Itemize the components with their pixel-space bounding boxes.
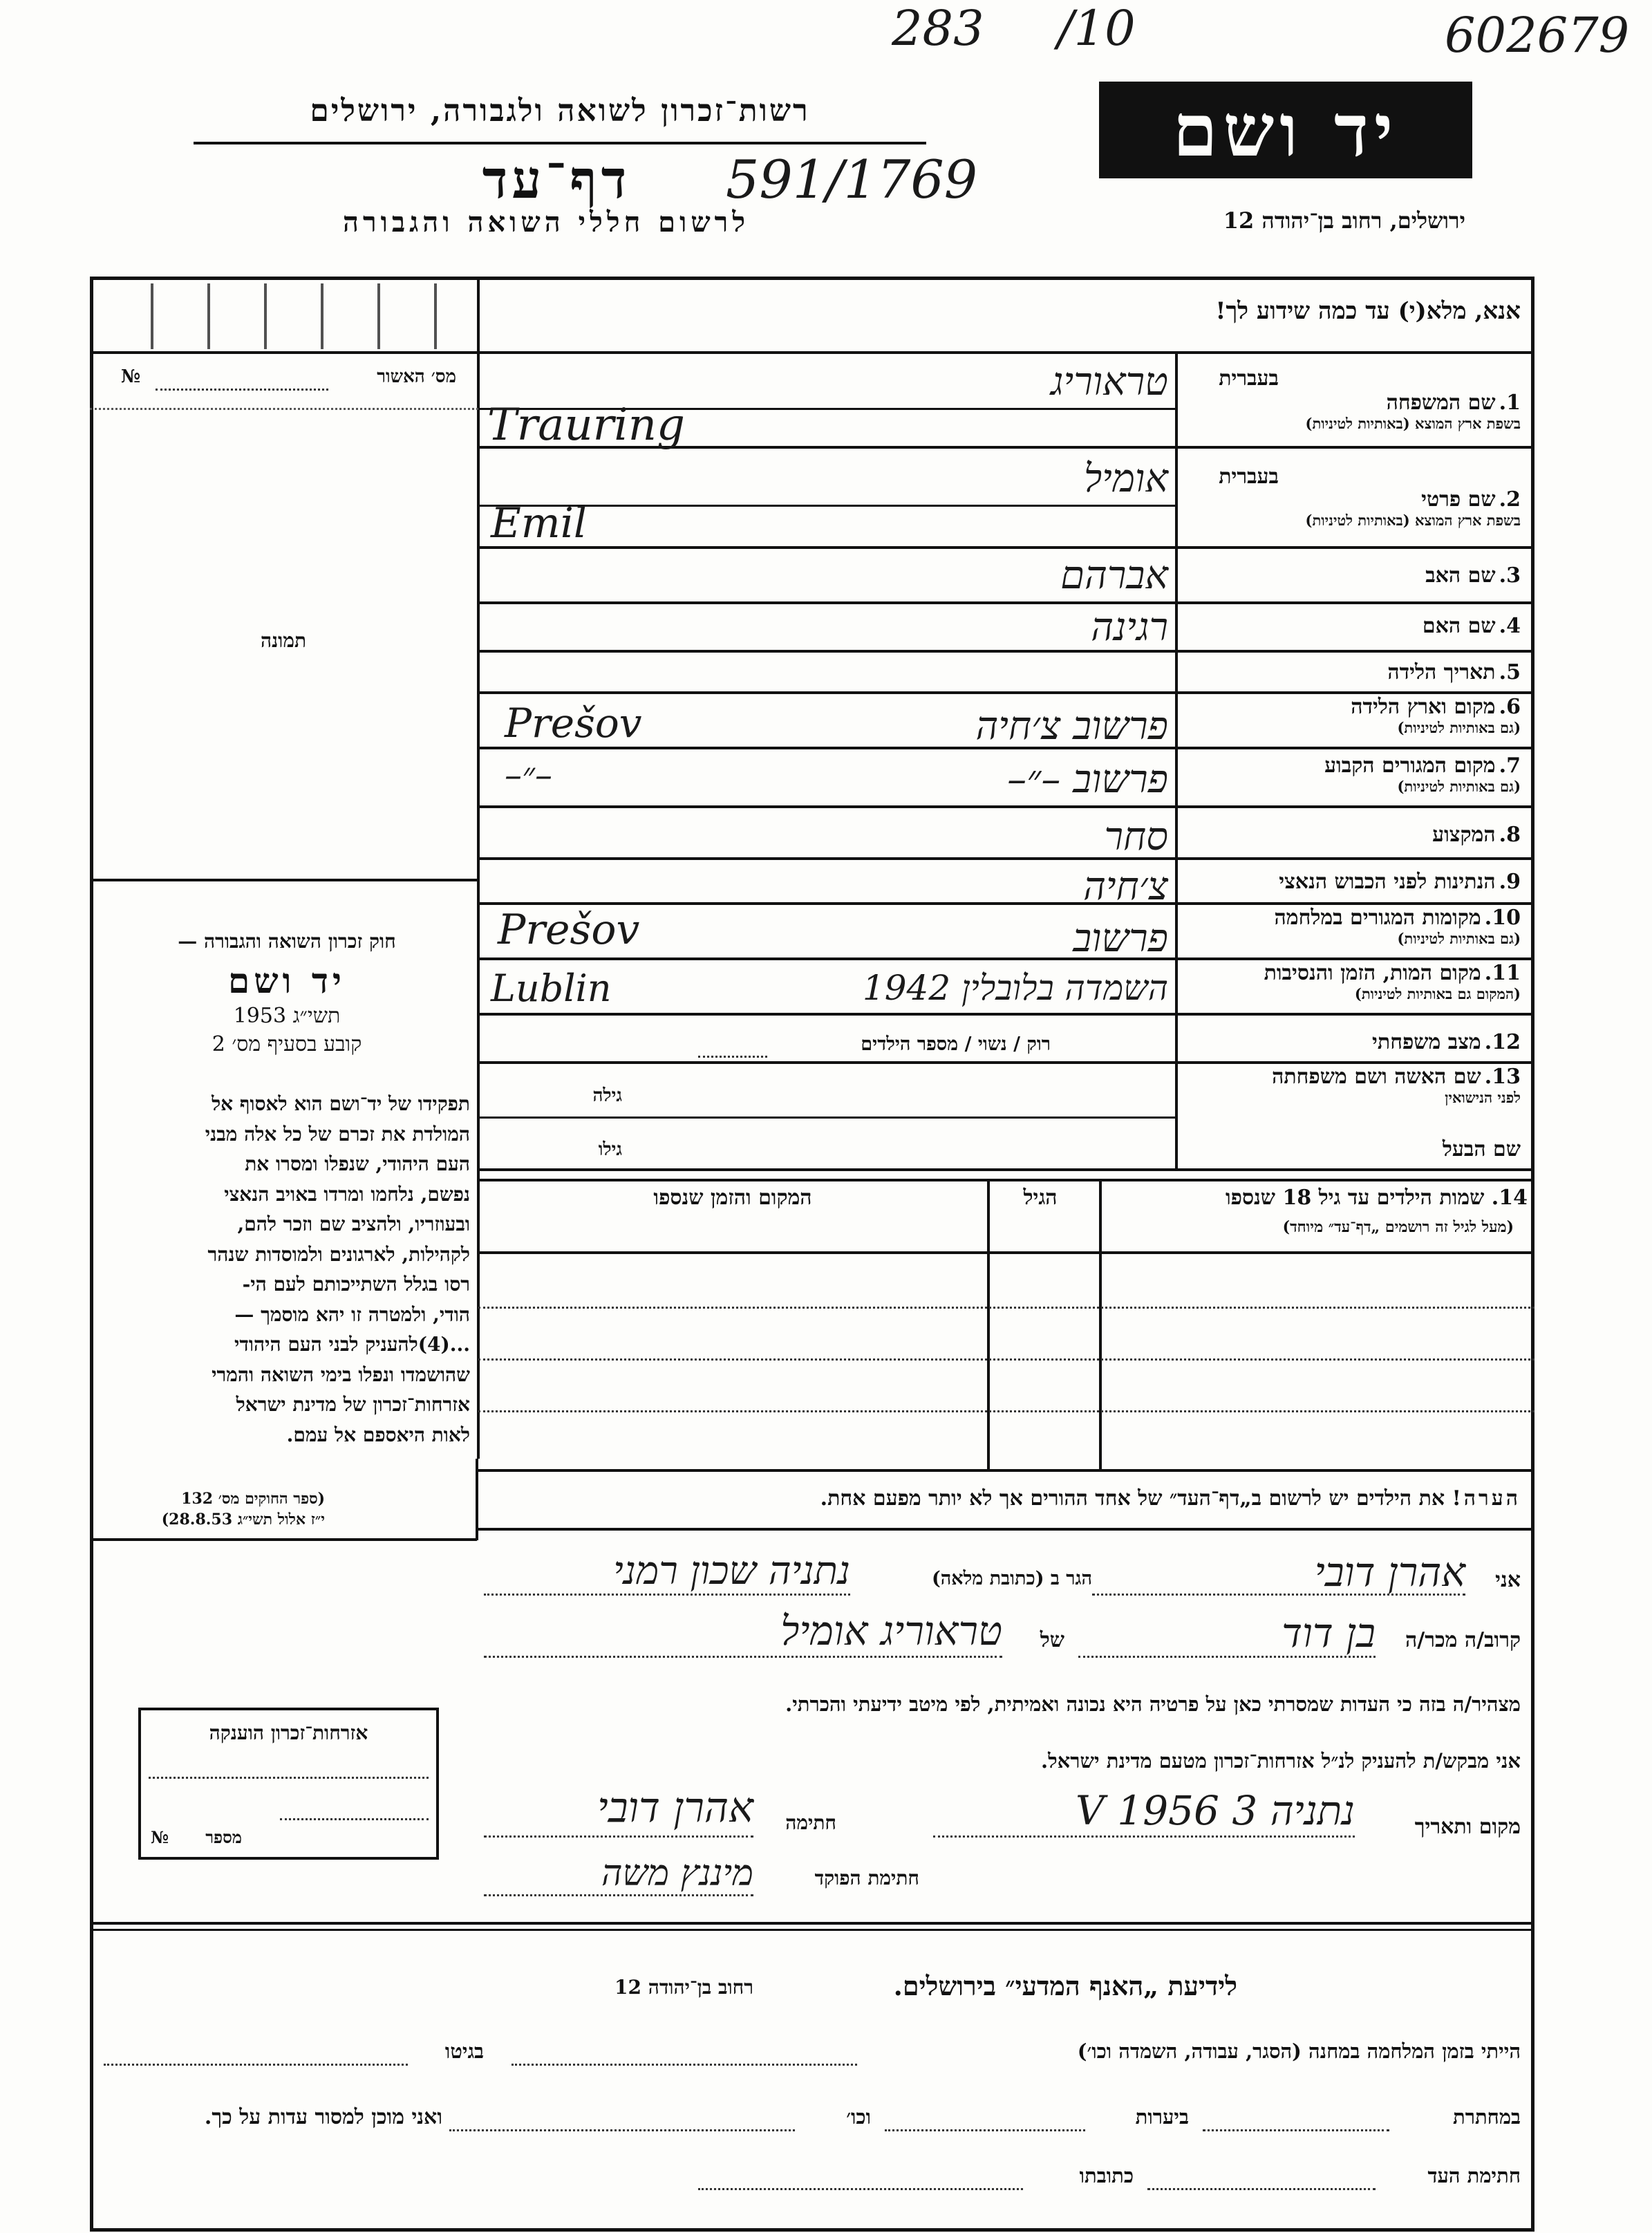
footer-line1: הייתי בזמן המלחמה במחנה (הסגר, עבודה, השמדה וכו׳) <box>1077 2039 1521 2063</box>
law-line: הודי, ולמטרה זו יהא מוסמך — <box>234 1302 470 1326</box>
law-line: לקהילות, לארגונים ולמוסדות שנהר <box>207 1242 470 1266</box>
decl-signature-label: חתימה <box>785 1811 836 1834</box>
children-row-line <box>478 1358 1534 1361</box>
footer-heading: לידיעת „האנף המדעי״ בירושלים. <box>893 1970 1237 2001</box>
death-place-latin: Lublin <box>491 966 612 1010</box>
field-10-label: 10. מקומות המגורים במלחמה (גם באותיות לטיניות) <box>1274 906 1521 947</box>
approval-line <box>156 389 328 391</box>
decl-place-date-label: מקום ותאריך <box>1414 1815 1521 1839</box>
children-table-bottom <box>478 1469 1534 1472</box>
decl-relation-line <box>1078 1656 1376 1658</box>
in-hebrew-2: בעברית <box>1219 465 1279 489</box>
footer-forests-line <box>885 2129 1085 2131</box>
family-name-he: טראוריג <box>1051 359 1168 404</box>
citizenship-title: אזרחות־זכרון הוענקה <box>209 1721 368 1744</box>
decl-of-label: של <box>1040 1628 1064 1652</box>
footer-witness-signature: חתימת העד <box>1427 2164 1521 2187</box>
row-line <box>478 1168 1534 1171</box>
residence-he: פרשוב –״– <box>1007 757 1168 802</box>
field-5-label: 5. תאריך הלידה <box>1387 660 1521 684</box>
decl-address-line <box>484 1594 850 1596</box>
row-line <box>478 805 1534 808</box>
field-13-label: 13. שם האשה ושם משפחתה לפני הנישואין <box>1272 1065 1521 1106</box>
law-line: אזרחות־זכרון של מדינת ישראל <box>236 1393 470 1416</box>
citizenship-line <box>149 1777 429 1779</box>
first-name-he: אומיל <box>1083 456 1168 501</box>
children-col-age-left <box>987 1179 990 1469</box>
children-header-bottom <box>478 1251 1534 1254</box>
children-place-header: המקום והזמן שנספו <box>653 1186 812 1210</box>
field-2-label: 2. שם פרטי בשפת ארץ המוצא (באותיות לטיניות) <box>1305 487 1521 529</box>
husband-age-label: גילו <box>598 1139 622 1160</box>
footer-camp-line <box>511 2064 857 2066</box>
decl-officer-label: חתימת הפוקד <box>814 1867 919 1889</box>
approval-label: מס׳ האשור <box>377 366 456 387</box>
wife-age-label: גילה <box>592 1085 622 1106</box>
form-instruction: אנא, מלא(י) עד כמה שידוע לך! <box>1215 297 1521 325</box>
footer-address-label: כתובתו <box>1079 2164 1134 2187</box>
decl-name: אהרן דובי <box>1314 1549 1465 1596</box>
row-line <box>478 691 1534 694</box>
footer-ready: ואני מוכן למסור עדות על כך. <box>204 2105 442 2129</box>
law-title: חוק זכרון השואה והגבורה — <box>178 930 396 953</box>
photo-label: תמונה <box>260 629 307 652</box>
law-line: ובעוזריו, ולהציב שם וזכר להם, <box>237 1213 470 1235</box>
footer-etc-line <box>449 2129 795 2131</box>
children-age-header: הגיל <box>1023 1186 1058 1210</box>
header-address: ירושלים, רחוב בן־יהודה 12 <box>1223 207 1465 234</box>
decl-relative-line <box>484 1656 1002 1658</box>
children-note: (מעל לגיל זה רושמים „דף־עד״ מיוחד) <box>1282 1218 1514 1236</box>
field-4-label: 4. שם האם <box>1422 614 1521 638</box>
footer-etc: וכו׳ <box>846 2105 871 2129</box>
notice <box>484 1486 1521 1511</box>
yad-vashem-logo <box>1099 82 1472 178</box>
children-col-age-right <box>1099 1179 1102 1469</box>
birthplace-he: פרשוב צ׳חיה <box>975 704 1168 749</box>
decl-i-label: אני <box>1495 1568 1521 1592</box>
law-reference-date: י״ז אלול תשי״ג 28.8.53) <box>161 1511 325 1529</box>
row-line <box>478 601 1534 604</box>
decl-signature: אהרן דובי <box>597 1784 753 1832</box>
death-place-he: השמדה בלובלין 1942 <box>862 968 1168 1008</box>
children-row-line <box>478 1307 1534 1309</box>
nationality: צ׳חיה <box>1083 864 1168 909</box>
field-7-label: 7. מקום המגורים הקבוע (גם באותיות לטיניות) <box>1324 754 1521 795</box>
footer-ghetto: בגיטו <box>444 2039 484 2063</box>
footer-address-line <box>698 2188 1023 2190</box>
father-name: אברהם <box>1060 553 1168 598</box>
law-line: לאות היאספם אל עמם. <box>286 1423 470 1446</box>
decl-resides-label: הגר ב (כתובת מלאה) <box>931 1568 1092 1589</box>
first-name-latin: Emil <box>491 499 588 548</box>
law-line: תפקידו של יד־ושם הוא לאסוף אל <box>212 1092 470 1115</box>
law-box-bottom <box>90 1538 477 1541</box>
approval-no-symbol: № <box>121 366 141 387</box>
law-year: תשי״ג 1953 <box>233 1004 341 1028</box>
footer-heading-address: רחוב בן־יהודה 12 <box>614 1976 753 1999</box>
row-line <box>478 1013 1534 1016</box>
law-line: שהושמדו ונפלו בימי השואה והמרי <box>212 1363 470 1386</box>
decl-officer-line <box>484 1894 753 1896</box>
notice-bottom <box>478 1528 1534 1531</box>
law-line: נפשם, נלחמו ומרדו באויב הנאצי <box>224 1182 470 1206</box>
decl-signature-line <box>484 1835 753 1838</box>
law-line: רסו בגלל השתייכותם לעם הי- <box>242 1273 470 1296</box>
decl-place-date-line <box>933 1835 1355 1838</box>
family-name-latin: Trauring <box>487 400 685 451</box>
decl-request: אני מבקש/ת להעניק לנ״ל אזרחות־זכרון מטעם מדינת ישראל. <box>1041 1749 1521 1773</box>
label-column-divider <box>1175 353 1178 1168</box>
law-line: העם היהודי, שנפלו ומסרו את <box>245 1152 470 1175</box>
decl-name-line <box>1092 1594 1465 1596</box>
top-number-suffix: /10 <box>1058 0 1136 57</box>
decl-officer-signature: מיננץ משה <box>601 1853 753 1894</box>
decl-relative-label: קרוב/ה מכר/ה <box>1405 1628 1521 1652</box>
children-table-top <box>478 1179 1534 1181</box>
field-6-label: 6. מקום וארץ הלידה (גם באותיות לטיניות) <box>1351 695 1521 736</box>
field-1-label: 1. שם המשפחה בשפת ארץ המוצא (באותיות לטיניות) <box>1305 391 1521 432</box>
sheet-number: 591/1769 <box>726 149 978 210</box>
children-title: 14. שמות הילדים עד גיל 18 שנספו <box>1225 1186 1528 1210</box>
field-12-label: 12. מצב משפחתי <box>1372 1030 1521 1054</box>
top-right-number: 602679 <box>1445 7 1630 64</box>
law-body <box>104 1089 470 1450</box>
row-line <box>478 546 1534 549</box>
instruction-divider <box>477 351 1534 354</box>
mother-name: רגינה <box>1091 605 1168 650</box>
profession: סחר <box>1104 814 1168 859</box>
field-9-label: 9. הנתינות לפני הכבוש הנאצי <box>1279 870 1521 894</box>
notice-text: את הילדים יש לרשום ב„דף־העד״ של אחד ההורים אך לא יותר מפעם אחת. <box>820 1486 1445 1511</box>
law-line: ...(4)להעניק לבני העם היהודי <box>234 1333 470 1356</box>
footer-underground: במחתרת <box>1453 2105 1521 2129</box>
approval-divider <box>90 351 477 354</box>
notice-label: הערה! <box>1452 1486 1521 1511</box>
wartime-residence-he: פרשוב <box>1073 916 1168 961</box>
logo-text: יד ושם <box>1172 87 1399 173</box>
field-8-label: 8. המקצוע <box>1432 823 1521 847</box>
form-subtitle: לרשום חללי השואה והגבורה <box>342 206 750 239</box>
row-line <box>478 1061 1534 1064</box>
children-row-line <box>478 1410 1534 1412</box>
field-11-label: 11. מקום המות, הזמן והנסיבות (המקום גם באותיות לטיניות) <box>1264 961 1521 1002</box>
footer-forests: ביערות <box>1135 2105 1189 2129</box>
citizenship-number-label: מספר <box>205 1827 242 1847</box>
approval-stamp-area <box>97 283 470 349</box>
law-line: המולדת את זכרם של כל אלה מבני <box>205 1122 470 1146</box>
birthplace-latin: Prešov <box>505 700 642 747</box>
authority-line: רשות־זכרון לשואה ולגבורה, ירושלים <box>310 93 810 129</box>
footer-ghetto-line <box>104 2064 408 2066</box>
marital-line <box>698 1056 767 1058</box>
law-text <box>104 930 470 1056</box>
husband-label: שם הבעל <box>1442 1137 1521 1161</box>
law-name: יד ושם <box>228 960 346 1001</box>
decl-relative-name: טראוריג אומיל <box>780 1607 1002 1654</box>
in-hebrew-1: בעברית <box>1219 366 1279 391</box>
row-line <box>478 650 1534 653</box>
law-reference: (ספר החוקים מס׳ 132 <box>181 1490 325 1508</box>
residence-latin: –״– <box>505 755 552 795</box>
decl-relation: בן דוד <box>1282 1609 1376 1656</box>
decl-address: נתניה שכון רמני <box>613 1549 850 1594</box>
decl-place-date: נתניה 3 V 1956 <box>1075 1787 1355 1834</box>
footer-underground-line <box>1203 2129 1389 2131</box>
footer-witness-line <box>1147 2188 1376 2190</box>
citizenship-line <box>280 1818 429 1820</box>
form-title: דף־עד <box>482 149 631 210</box>
authority-underline <box>194 142 926 144</box>
top-number: 283 <box>892 0 984 57</box>
law-clause: קובע בסעיף מס׳ 2 <box>212 1032 362 1056</box>
citizenship-no-symbol: № <box>151 1827 169 1847</box>
wartime-residence-latin: Prešov <box>498 906 640 954</box>
field-3-label: 3. שם האב <box>1425 563 1521 588</box>
marital-options: רוק / נשוי / מספר הילדים <box>861 1034 1051 1055</box>
footer-rule <box>90 1922 1534 1925</box>
row-line <box>478 1116 1176 1119</box>
footer-rule <box>90 1929 1534 1931</box>
decl-statement: מצהיר/ה בזה כי העדות שמסרתי כאן על פרטיה היא נכונה ואמיתית, לפי מיטב ידיעתי והכרתי. <box>785 1692 1521 1716</box>
